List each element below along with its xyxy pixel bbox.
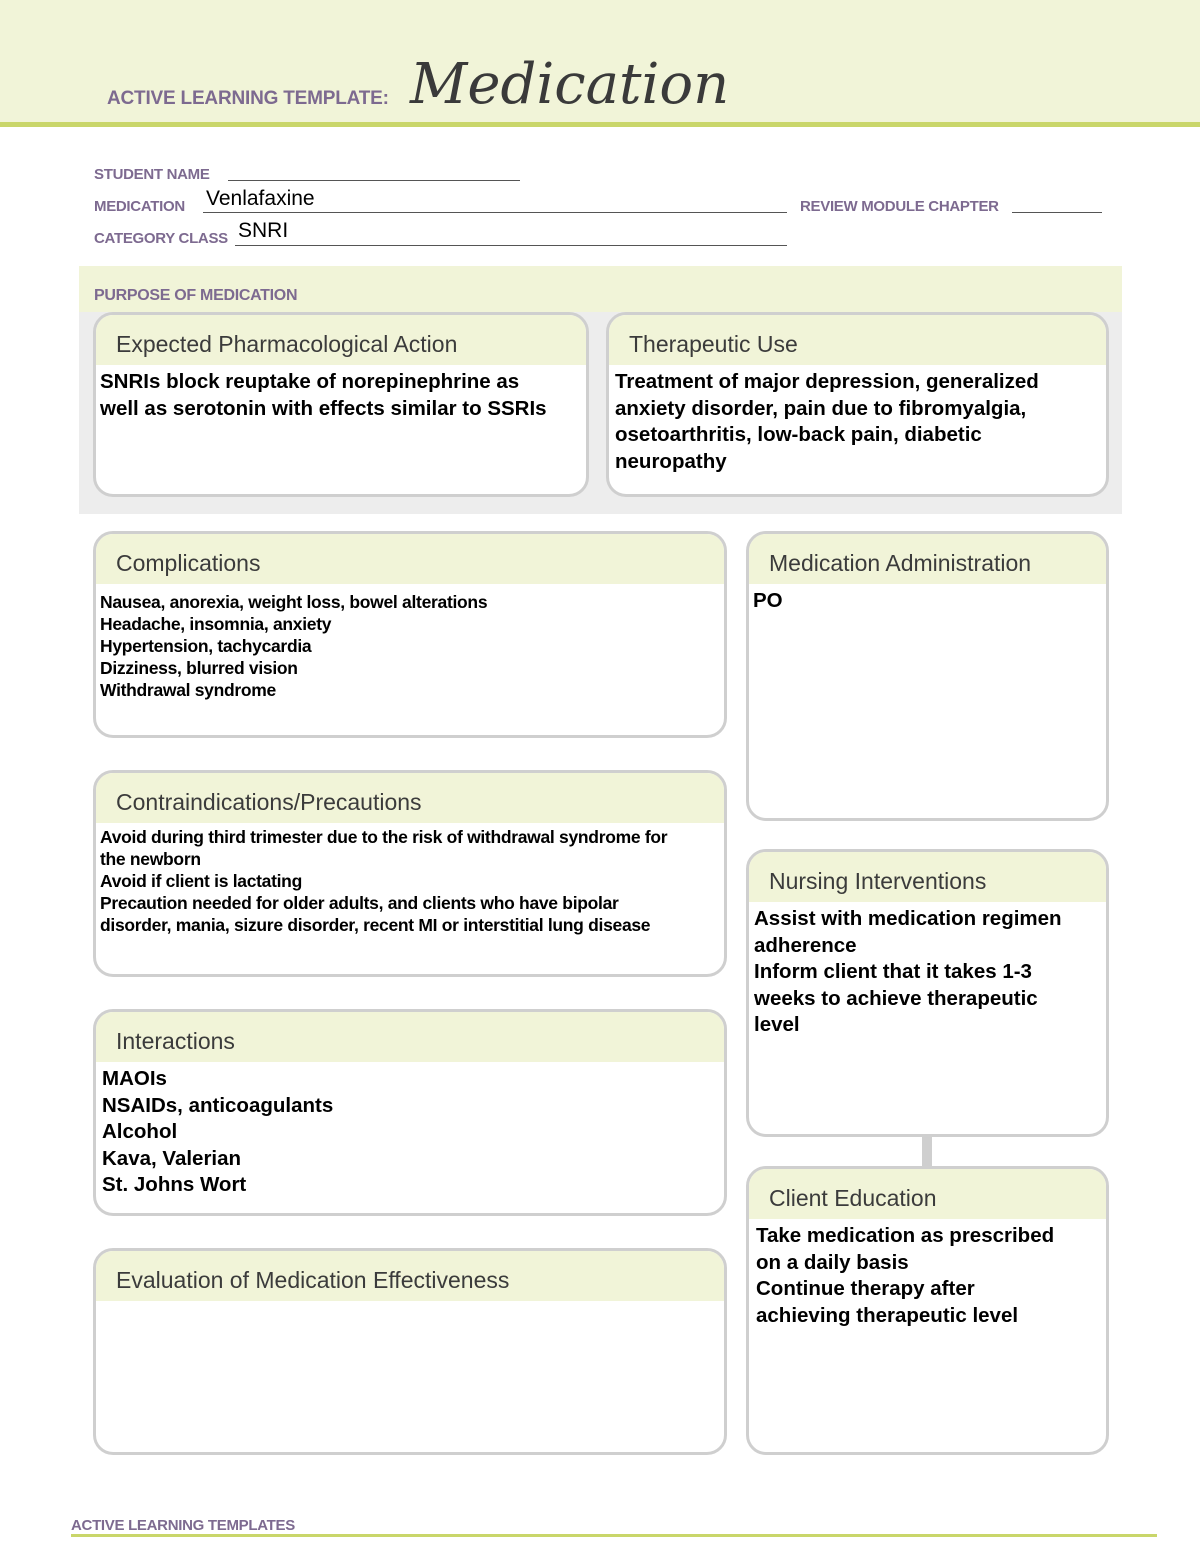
client-education-title: Client Education [749,1169,1106,1219]
interactions-box[interactable] [93,1009,727,1216]
template-kicker: ACTIVE LEARNING TEMPLATE: [107,88,389,109]
category-class-label: CATEGORY CLASS [94,230,228,247]
box-connector [922,1135,932,1167]
review-module-label: REVIEW MODULE CHAPTER [800,198,999,215]
header-divider [0,122,1200,127]
footer-divider [71,1534,1157,1537]
evaluation-text [96,1301,724,1305]
medication-field[interactable] [203,212,787,213]
medication-value: Venlafaxine [206,187,315,210]
contraindications-text: Avoid during third trimester due to the risk of withdrawal syndrome for the newborn Avoid if client is lactating Precaution needed for older adults, and clients who have bipolar disorder, mania, sizure disorder, recent MI or interstitial lung disease [100,827,668,935]
expected-action-title: Expected Pharmacological Action [96,315,586,365]
expected-action-text: SNRIs block reuptake of norepinephrine as well as serotonin with effects similar to SSRIs [100,370,547,420]
client-education-box[interactable] [746,1166,1109,1455]
evaluation-title: Evaluation of Medication Effectiveness [96,1251,724,1301]
purpose-label: PURPOSE OF MEDICATION [94,287,298,304]
page-title: Medication [410,52,730,117]
review-module-field[interactable] [1012,212,1102,213]
complications-title: Complications [96,534,724,584]
contraindications-box[interactable] [93,770,727,977]
nursing-interventions-title: Nursing Interventions [749,852,1106,902]
administration-text: PO [753,589,783,612]
client-education-text: Take medication as prescribed on a daily basis Continue therapy after achieving therapeutic level [756,1224,1055,1327]
administration-title: Medication Administration [749,534,1106,584]
nursing-interventions-box[interactable] [746,849,1109,1137]
therapeutic-use-text: Treatment of major depression, generalized anxiety disorder, pain due to fibromyalgia, osetoarthritis, low-back pain, diabetic neuropathy [615,370,1039,473]
contraindications-title: Contraindications/Precautions [96,773,724,823]
category-class-field[interactable] [235,245,787,246]
expected-action-box[interactable] [93,312,589,497]
therapeutic-use-box[interactable] [606,312,1109,497]
student-name-field[interactable] [228,180,520,181]
footer-label: ACTIVE LEARNING TEMPLATES [71,1517,295,1534]
therapeutic-use-title: Therapeutic Use [609,315,1106,365]
medication-label: MEDICATION [94,198,185,215]
interactions-title: Interactions [96,1012,724,1062]
complications-text: Nausea, anorexia, weight loss, bowel alterations Headache, insomnia, anxiety Hypertension, tachycardia Dizziness, blurred vision Withdrawal syndrome [100,592,488,700]
complications-box[interactable] [93,531,727,738]
evaluation-box[interactable] [93,1248,727,1455]
category-class-value: SNRI [238,219,289,242]
student-name-label: STUDENT NAME [94,166,210,183]
nursing-interventions-text: Assist with medication regimen adherence Inform client that it takes 1-3 weeks to achieve therapeutic level [754,907,1062,1036]
administration-box[interactable] [746,531,1109,821]
interactions-text: MAOIs NSAIDs, anticoagulants Alcohol Kava, Valerian St. Johns Wort [102,1067,334,1196]
